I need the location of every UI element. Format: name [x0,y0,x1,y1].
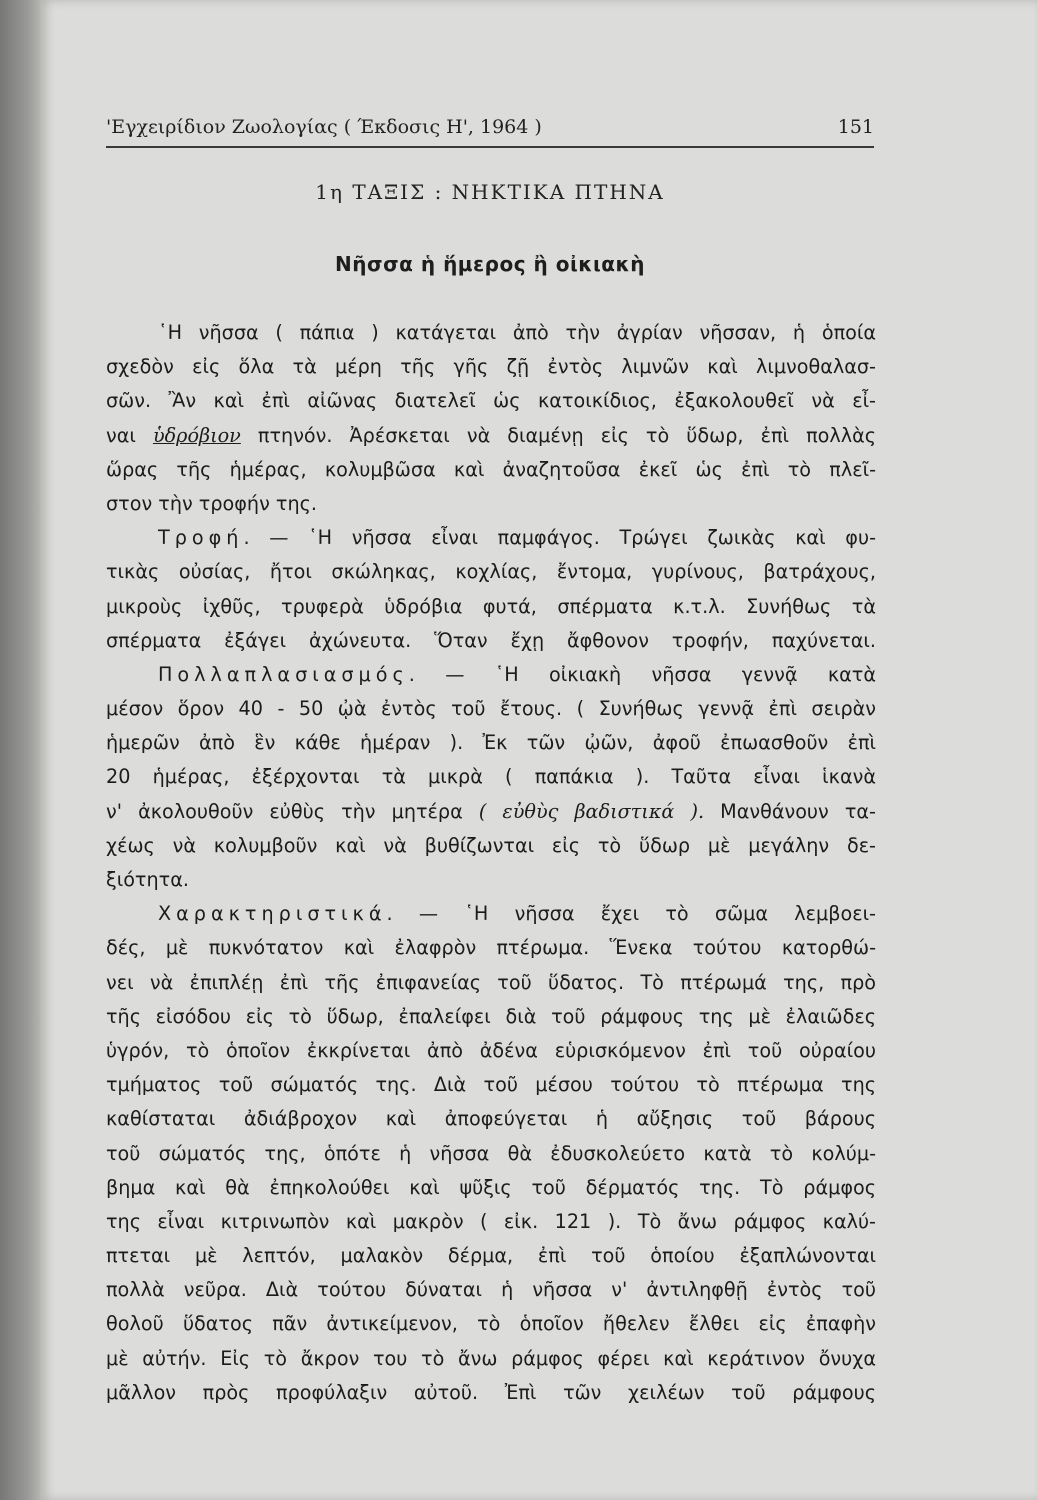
text-line: ὑγρόν, τὸ ὁποῖον ἐκκρίνεται ἀπὸ ἀδένα εὑρισκόμενον ἐπὶ τοῦ οὐραίου [106,1038,876,1062]
text-line: μᾶλλον πρὸς προφύλαξιν αὐτοῦ. Ἐπὶ τῶν χειλέων τοῦ ράμφους [106,1380,876,1404]
text-line: βημα καὶ θὰ ἐπηκολούθει καὶ ψῦξις τοῦ δέρματός της. Τὸ ράμφος [106,1175,876,1199]
text-line: θολοῦ ὕδατος πᾶν ἀντικείμενον, τὸ ὁποῖον ἤθελεν ἔλθει εἰς ἐπαφὴν [106,1312,876,1336]
body-text [106,316,876,1444]
chapter-title: 1η ΤΑΞΙΣ : ΝΗΚΤΙΚΑ ΠΤΗΝΑ [315,180,665,204]
text-line: τικὰς οὐσίας, ἤτοι σκώληκας, κοχλίας, ἔντομα, γυρίνους, βατράχους, [106,560,876,584]
text-line: τμήματος τοῦ σώματός της. Διὰ τοῦ μέσου τούτου τὸ πτέρωμα της [106,1073,876,1097]
text-segment: ν' ἀκολουθοῦν εὐθὺς τὴν μητέρα [106,799,479,823]
italic-term: ( εὐθὺς βαδιστικά ). [478,799,705,823]
text-line: τῆς εἰσόδου εἰς τὸ ὕδωρ, ἐπαλείφει διὰ τοῦ ράμφους της μὲ ἐλαιῶδες [106,1004,876,1028]
text-line [106,658,876,692]
text-line [106,795,876,829]
text-line: μέσον ὅρον 40 - 50 ᾠὰ ἐντὸς τοῦ ἔτους. ( Συνήθως γεννᾷ ἐπὶ σειρὰν [106,697,876,721]
text-segment: Μανθάνουν τα- [704,799,876,823]
spaced-heading: Χαρακτηριστικά [158,902,387,926]
text-line [106,419,876,453]
text-line: νει νὰ ἐπιπλέῃ ἐπὶ τῆς ἐπιφανείας τοῦ ὕδατος. Τὸ πτέρωμά της, πρὸ [106,970,876,994]
text-line: μικροὺς ἰχθῦς, τρυφερὰ ὑδρόβια φυτά, σπέρματα κ.τ.λ. Συνήθως τὰ [106,594,876,618]
page-edge-shadow [0,0,40,1500]
text-line: της εἶναι κιτρινωπὸν καὶ μακρὸν ( εἰκ. 121 ). Τὸ ἄνω ράμφος καλύ- [106,1209,876,1233]
text-line [106,1410,876,1444]
text-segment: . — ῾Η οἰκιακὴ νῆσσα γεννᾷ κατὰ [408,662,876,686]
text-line: ξιότητα. [106,868,189,891]
text-line: στον τὴν τροφήν της. [106,491,317,515]
text-line: πτεται μὲ λεπτόν, μαλακὸν δέρμα, ἐπὶ τοῦ ὁποίου ἐξαπλώνονται [106,1244,876,1268]
text-line: τοῦ σώματός της, ὁπότε ἡ νῆσσα θὰ ἐδυσκολεύετο κατὰ τὸ κολύμ- [106,1141,876,1165]
text-line: σχεδὸν εἰς ὅλα τὰ μέρη τῆς γῆς ζῇ ἐντὸς λιμνῶν καὶ λιμνοθαλασ- [106,355,876,379]
page-number: 151 [837,116,874,138]
text-line: μὲ αὐτήν. Εἰς τὸ ἄκρον του τὸ ἄνω ράμφος φέρει καὶ κεράτινον ὄνυχα [106,1346,876,1370]
spaced-heading: Τροφή [158,526,244,550]
text-segment: . — ῾Η νῆσσα ἔχει τὸ σῶμα λεμβοει- [386,902,876,926]
section-title: Νῆσσα ἡ ἥμερος ἢ οἰκιακὴ [335,252,645,276]
text-line [106,521,876,555]
text-line: ῾Η νῆσσα ( πάπια ) κατάγεται ἀπὸ τὴν ἀγρίαν νῆσσαν, ἡ ὁποία [158,321,876,344]
text-segment: . — ῾Η νῆσσα εἶναι παμφάγος. Τρώγει ζωικὰς καὶ φυ- [243,526,876,550]
text-segment: ναι [106,423,153,447]
italic-term: ὑδρόβιον [152,423,241,447]
running-header-title: 'Εγχειρίδιον Ζωολογίας ( Έκδοσις Η', 1964 ) [106,116,542,138]
text-segment: πτηνόν. Ἀρέσκεται νὰ διαμένῃ εἰς τὸ ὕδωρ, ἐπὶ πολλὰς [240,423,876,447]
text-line: 20 ἡμέρας, ἐξέρχονται τὰ μικρὰ ( παπάκια ). Ταῦτα εἶναι ἱκανὰ [106,765,876,789]
text-line: ἡμερῶν ἀπὸ ἓν κάθε ἡμέραν ). Ἐκ τῶν ᾠῶν, ἀφοῦ ἐπωασθοῦν ἐπὶ [106,731,876,755]
text-line: δές, μὲ πυκνότατον καὶ ἐλαφρὸν πτέρωμα. Ἕνεκα τούτου κατορθώ- [106,936,876,960]
text-line: ὥρας τῆς ἡμέρας, κολυμβῶσα καὶ ἀναζητοῦσα ἐκεῖ ὡς ἐπὶ τὸ πλεῖ- [106,457,876,481]
running-header [106,112,874,148]
text-line: χέως νὰ κολυμβοῦν καὶ νὰ βυθίζωνται εἰς τὸ ὕδωρ μὲ μεγάλην δε- [106,833,876,857]
text-line: σπέρματα ἐξάγει ἀχώνευτα. Ὅταν ἔχῃ ἄφθονον τροφήν, παχύνεται. [106,628,876,652]
text-line: σῶν. Ἂν καὶ ἐπὶ αἰῶνας διατελεῖ ὡς κατοικίδιος, ἐξακολουθεῖ νὰ εἶ- [106,389,876,413]
text-line [106,897,876,931]
text-line: πολλὰ νεῦρα. Διὰ τούτου δύναται ἡ νῆσσα ν' ἀντιληφθῇ ἐντὸς τοῦ [106,1278,876,1302]
text-line: καθίσταται ἀδιάβροχον καὶ ἀποφεύγεται ἡ αὔξησις τοῦ βάρους [106,1107,876,1131]
spaced-heading: Πολλαπλασιασμός [158,662,409,686]
